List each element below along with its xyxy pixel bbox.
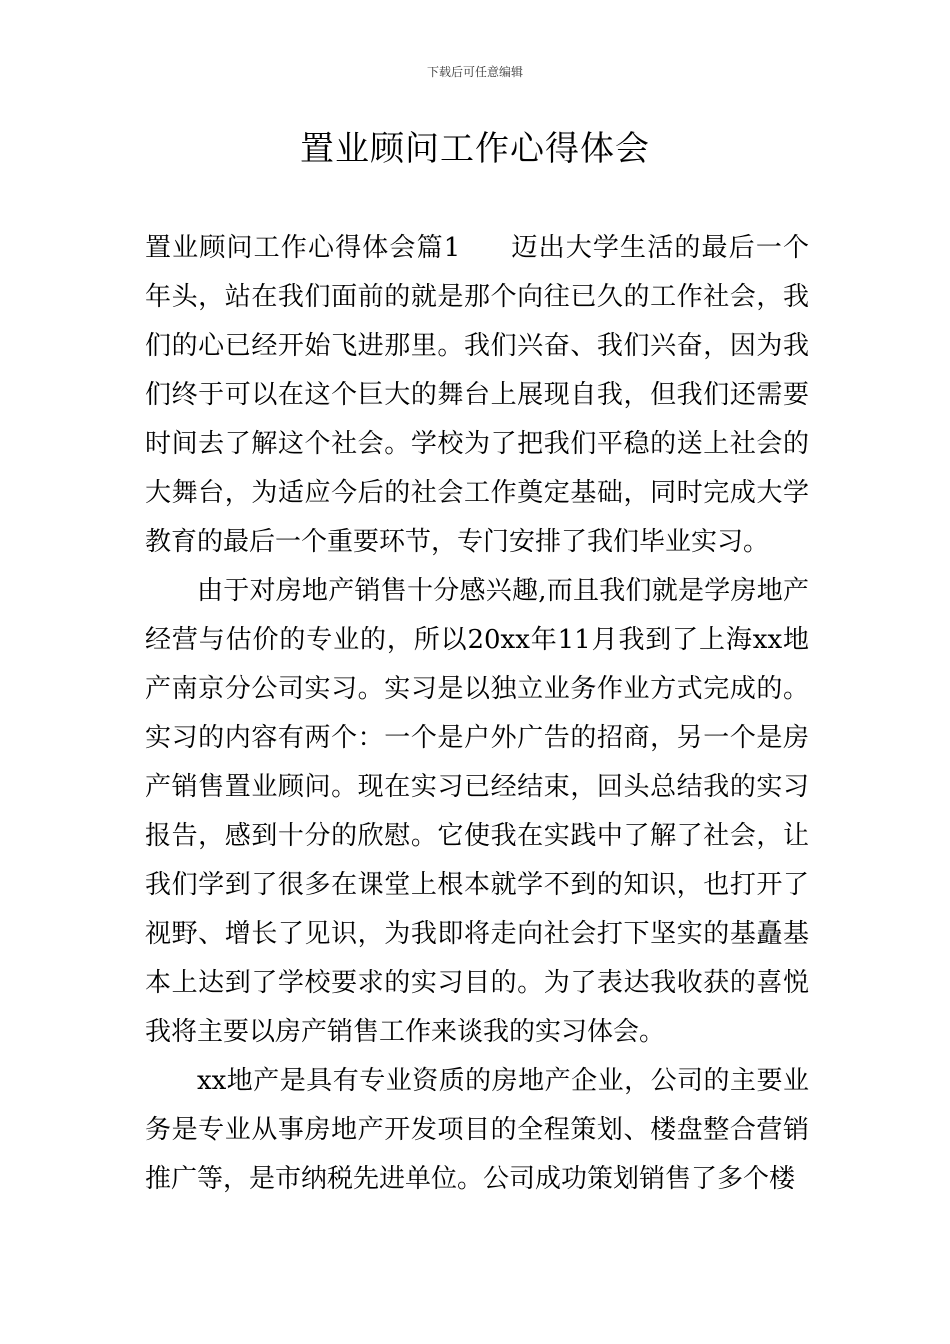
paragraph-1 <box>145 224 809 567</box>
header-note: 下载后可任意编辑 <box>426 65 523 79</box>
paragraph-2: 由于对房地产销售十分感兴趣,而且我们就是学房地产经营与估价的专业的，所以20xx年11月我到了上海xx地产南京分公司实习。实习是以独立业务作业方式完成的。实习的内容有两个：一个是户外广告的招商，另一个是房产销售置业顾问。现在实习已经结束，回头总结我的实习报告，感到十分的欣慰。它使我在实践中了解了社会，让我们学到了很多在课堂上根本就学不到的知识，也打开了视野、增长了见识，为我即将走向社会打下坚实的基矗基本上达到了学校要求的实习目的。为了表达我收获的喜悦我将主要以房产销售工作来谈我的实习体会。 <box>145 576 809 1047</box>
section-heading: 置业顾问工作心得体会篇1 <box>145 233 461 263</box>
document-title: 置业顾问工作心得体会 <box>300 129 650 169</box>
paragraph-text: 迈出大学生活的最后一个年头，站在我们面前的就是那个向往已久的工作社会，我们的心已经开始飞进那里。我们兴奋、我们兴奋，因为我们终于可以在这个巨大的舞台上展现自我，但我们还需要时间去了解这个社会。学校为了把我们平稳的送上社会的大舞台，为适应今后的社会工作奠定基础，同时完成大学教育的最后一个重要环节，专门安排了我们毕业实习。 <box>145 233 809 557</box>
paragraph-3: xx地产是具有专业资质的房地产企业，公司的主要业务是专业从事房地产开发项目的全程策划、楼盘整合营销推广等，是市纳税先进单位。公司成功策划销售了多个楼 <box>145 1066 809 1194</box>
document-body <box>145 224 809 1204</box>
